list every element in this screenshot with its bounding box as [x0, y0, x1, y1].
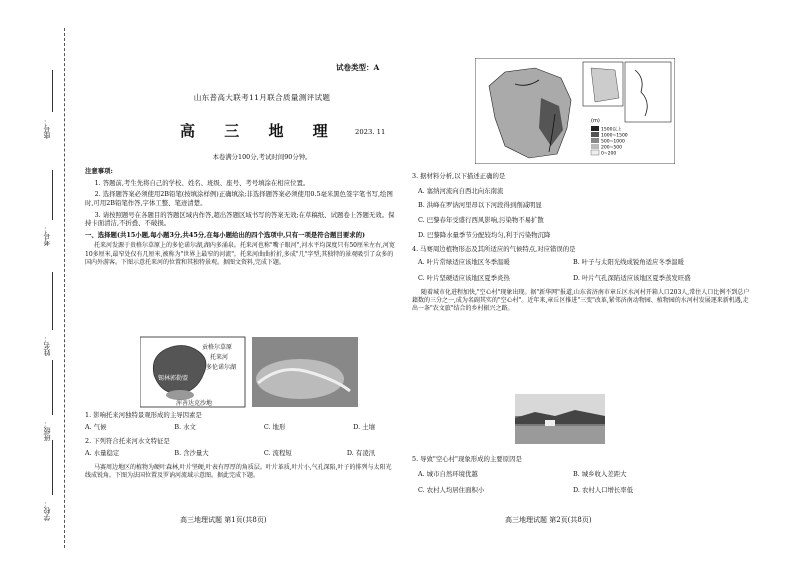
q4-option-c[interactable]: C. 叶片坚硬适应该地区夏季炎热 — [418, 274, 510, 283]
school-label: 学校： — [43, 500, 51, 521]
label-grassland: 贡格尔草原 — [202, 344, 233, 351]
q4-option-b[interactable]: B. 叶子与太阳光线成锐角适应冬季温暖 — [573, 257, 685, 266]
legend-swatch-1 — [591, 126, 599, 131]
figure-1 — [140, 335, 360, 409]
q5-options — [412, 470, 728, 495]
note-item-1: 1. 答题前,考生先将自己的学校、姓名、班级、座号、考号填涂在相应位置。 — [94, 178, 310, 187]
photo-house — [545, 420, 555, 426]
label-sandland: 浑善达克沙地 — [176, 400, 213, 407]
q5-stem: 5. 导致"空心村"现象形成的主要原因是 — [412, 455, 522, 463]
legend-label-1: 1500以上 — [601, 127, 622, 133]
photo-water — [515, 426, 605, 444]
inset-map-2 — [625, 62, 671, 122]
school-field-line — [52, 440, 53, 495]
exam-no-field-line — [52, 170, 53, 220]
q5-option-c[interactable]: C. 农村人均居住面积小 — [418, 486, 485, 495]
q5-option-b[interactable]: B. 城乡收入差距大 — [573, 469, 627, 478]
legend-swatch-2 — [591, 132, 599, 137]
q3-option-c[interactable]: C. 巴黎春年受盛行西风影响,污染物不易扩散 — [418, 215, 544, 224]
right-column — [412, 172, 752, 316]
legend-swatch-5 — [591, 150, 599, 155]
q5-option-a[interactable]: A. 城市自然环境优越 — [418, 469, 478, 478]
page-title: 高 三 地 理 — [180, 122, 340, 140]
village-photo-svg — [515, 394, 605, 444]
q1-option-b[interactable]: B. 水文 — [174, 422, 196, 431]
binding-cut-line — [64, 28, 65, 548]
legend-label-4: 200~500 — [601, 145, 622, 151]
q4-options — [412, 258, 728, 283]
section-heading: 一、选择题(共15小题,每小题3分,共45分,在每小题给出的四个选项中,只有一项是符合题目要求的) — [85, 230, 366, 239]
exam-no-label: 考号： — [43, 225, 51, 246]
paper-type: 试卷类型：A — [336, 63, 380, 72]
q1-options — [85, 423, 375, 432]
sandland-shape — [166, 390, 194, 400]
passage-2: 马赛周边地区的植物为硬叶森林,叶片坚硬,叶表有厚厚的角质层。叶片革质,叶片小,气孔深陷,叶子的排列与太阳光线成锐角。下图为法国位置及罗讷河流域示意图。据此完成下题。 — [85, 463, 392, 479]
photo-sky — [515, 394, 605, 416]
legend-unit: (m) — [591, 118, 600, 124]
legend-swatch-3 — [591, 138, 599, 143]
exam-info: 本卷满分100分,考试时间90分钟。 — [212, 153, 312, 161]
name-label: 姓名： — [43, 335, 51, 356]
legend-swatch-4 — [591, 144, 599, 149]
q4-option-d[interactable]: D. 叶片气孔深陷适应该地区夏季蒸发旺盛 — [573, 274, 691, 283]
class-label: 班级： — [43, 420, 51, 441]
q1-option-a[interactable]: A. 气候 — [85, 422, 107, 431]
q4-stem: 4. 马赛周边植物形态及其所适应的气候特点,对应错误的是 — [412, 245, 576, 254]
q3-option-b[interactable]: B. 洪峰在罗讷河里昂以下河段得到削减明显 — [418, 201, 542, 210]
label-lake: 多伦诺尔湖 — [206, 364, 237, 371]
label-river: 托来河 — [210, 354, 229, 361]
passage-3: 随着城市化进程加快,"空心村"现象出现。据"新华网"报道,山东省济南市章丘区水河村开箱人口203人,常住人口比例不到总户籍数的三分之一,成为名副其实的"空心村"。近年来,章丘区推进"三变"改革,紧邻济南动物园、植物园的水河村发展逐来新机遇,走出一条"农文旅"结合的乡村振兴之路。 — [412, 289, 750, 313]
exam-name: 山东普高大联考11月联合质量测评试题 — [193, 93, 331, 102]
figure-2 — [475, 58, 675, 164]
legend-label-2: 1000~1500 — [601, 133, 628, 139]
q5-option-d[interactable]: D. 农村人口增长率低 — [573, 486, 634, 495]
name-field-line — [52, 272, 53, 330]
q2-option-d[interactable]: D. 有凌汛 — [346, 448, 375, 457]
q1-option-d[interactable]: D. 土壤 — [353, 422, 375, 431]
right-q5 — [412, 455, 752, 495]
q2-option-c[interactable]: C. 流程短 — [263, 448, 292, 457]
q3-option-d[interactable]: D. 巴黎降水量季节分配较均匀,利于污染物沉降 — [418, 230, 551, 239]
figure-2-svg — [475, 58, 675, 164]
footer-left: 高三地理试题 第1页(共8页) — [180, 516, 267, 524]
q4-option-a[interactable]: A. 叶片常绿适应该地区冬季温暖 — [418, 257, 510, 266]
footer-right: 高三地理试题 第2页(共8页) — [505, 516, 592, 524]
seat-field-line — [52, 70, 53, 112]
q2-option-a[interactable]: A. 水量稳定 — [85, 448, 120, 457]
legend-label-5: 0~200 — [601, 151, 617, 157]
q3-stem: 3. 据材料分析,以下描述正确的是 — [412, 172, 506, 180]
q1-stem: 1. 影响托来河独特景观形成的主导因素是 — [85, 411, 202, 419]
left-column — [85, 167, 395, 270]
note-item-3: 3. 请按照题号在各题目的答题区域内作答,超出答题区域书写的答案无效;在草稿纸、试题卷上答题无效。保持卡面清洁,不折叠、不破损。 — [85, 210, 395, 228]
figure-1-svg — [140, 335, 360, 409]
note-item-2: 2. 选择题答案必须使用2B铅笔(按填涂样例)正确填涂;非选择题答案必须使用0.5毫米黑色签字笔书写,绘图时,可用2B铅笔作答,字体工整、笔迹清楚。 — [85, 190, 393, 207]
notes-heading: 注意事项: — [85, 167, 113, 175]
inset-map-1-land — [591, 68, 619, 102]
q2-stem: 2. 下列符合托来河水文特征是 — [85, 437, 170, 446]
q2-options — [85, 449, 375, 458]
q1-option-c[interactable]: C. 地形 — [263, 422, 286, 431]
class-field-line — [52, 360, 53, 415]
q2-option-b[interactable]: B. 含沙量大 — [174, 448, 209, 457]
passage-1: 托来河发源于贵格尔草原上的多伦诺尔湖,湖内多涌泉。托来河也称"嘴子眼河",河水平均深度只有50厘米左右,河宽10多厘米,最窄处仅有几厘米,被称为"世界上最窄的河流"。托来河曲曲折折,多成"几"字型,其独特的景观吸引了众多的国内外游客。下图示意托来河的位置和其独特景观。据图文资料,完成下题。 — [85, 242, 395, 266]
label-league: 锡林郭勒盟 — [158, 375, 189, 382]
village-photo — [515, 394, 605, 444]
legend-label-3: 500~1000 — [601, 139, 625, 145]
exam-date: 2023. 11 — [355, 128, 386, 136]
left-questions — [85, 411, 395, 483]
seat-label: 座号： — [43, 118, 51, 139]
q3-option-a[interactable]: A. 塞纳河流向自西北向东南流 — [418, 186, 504, 195]
